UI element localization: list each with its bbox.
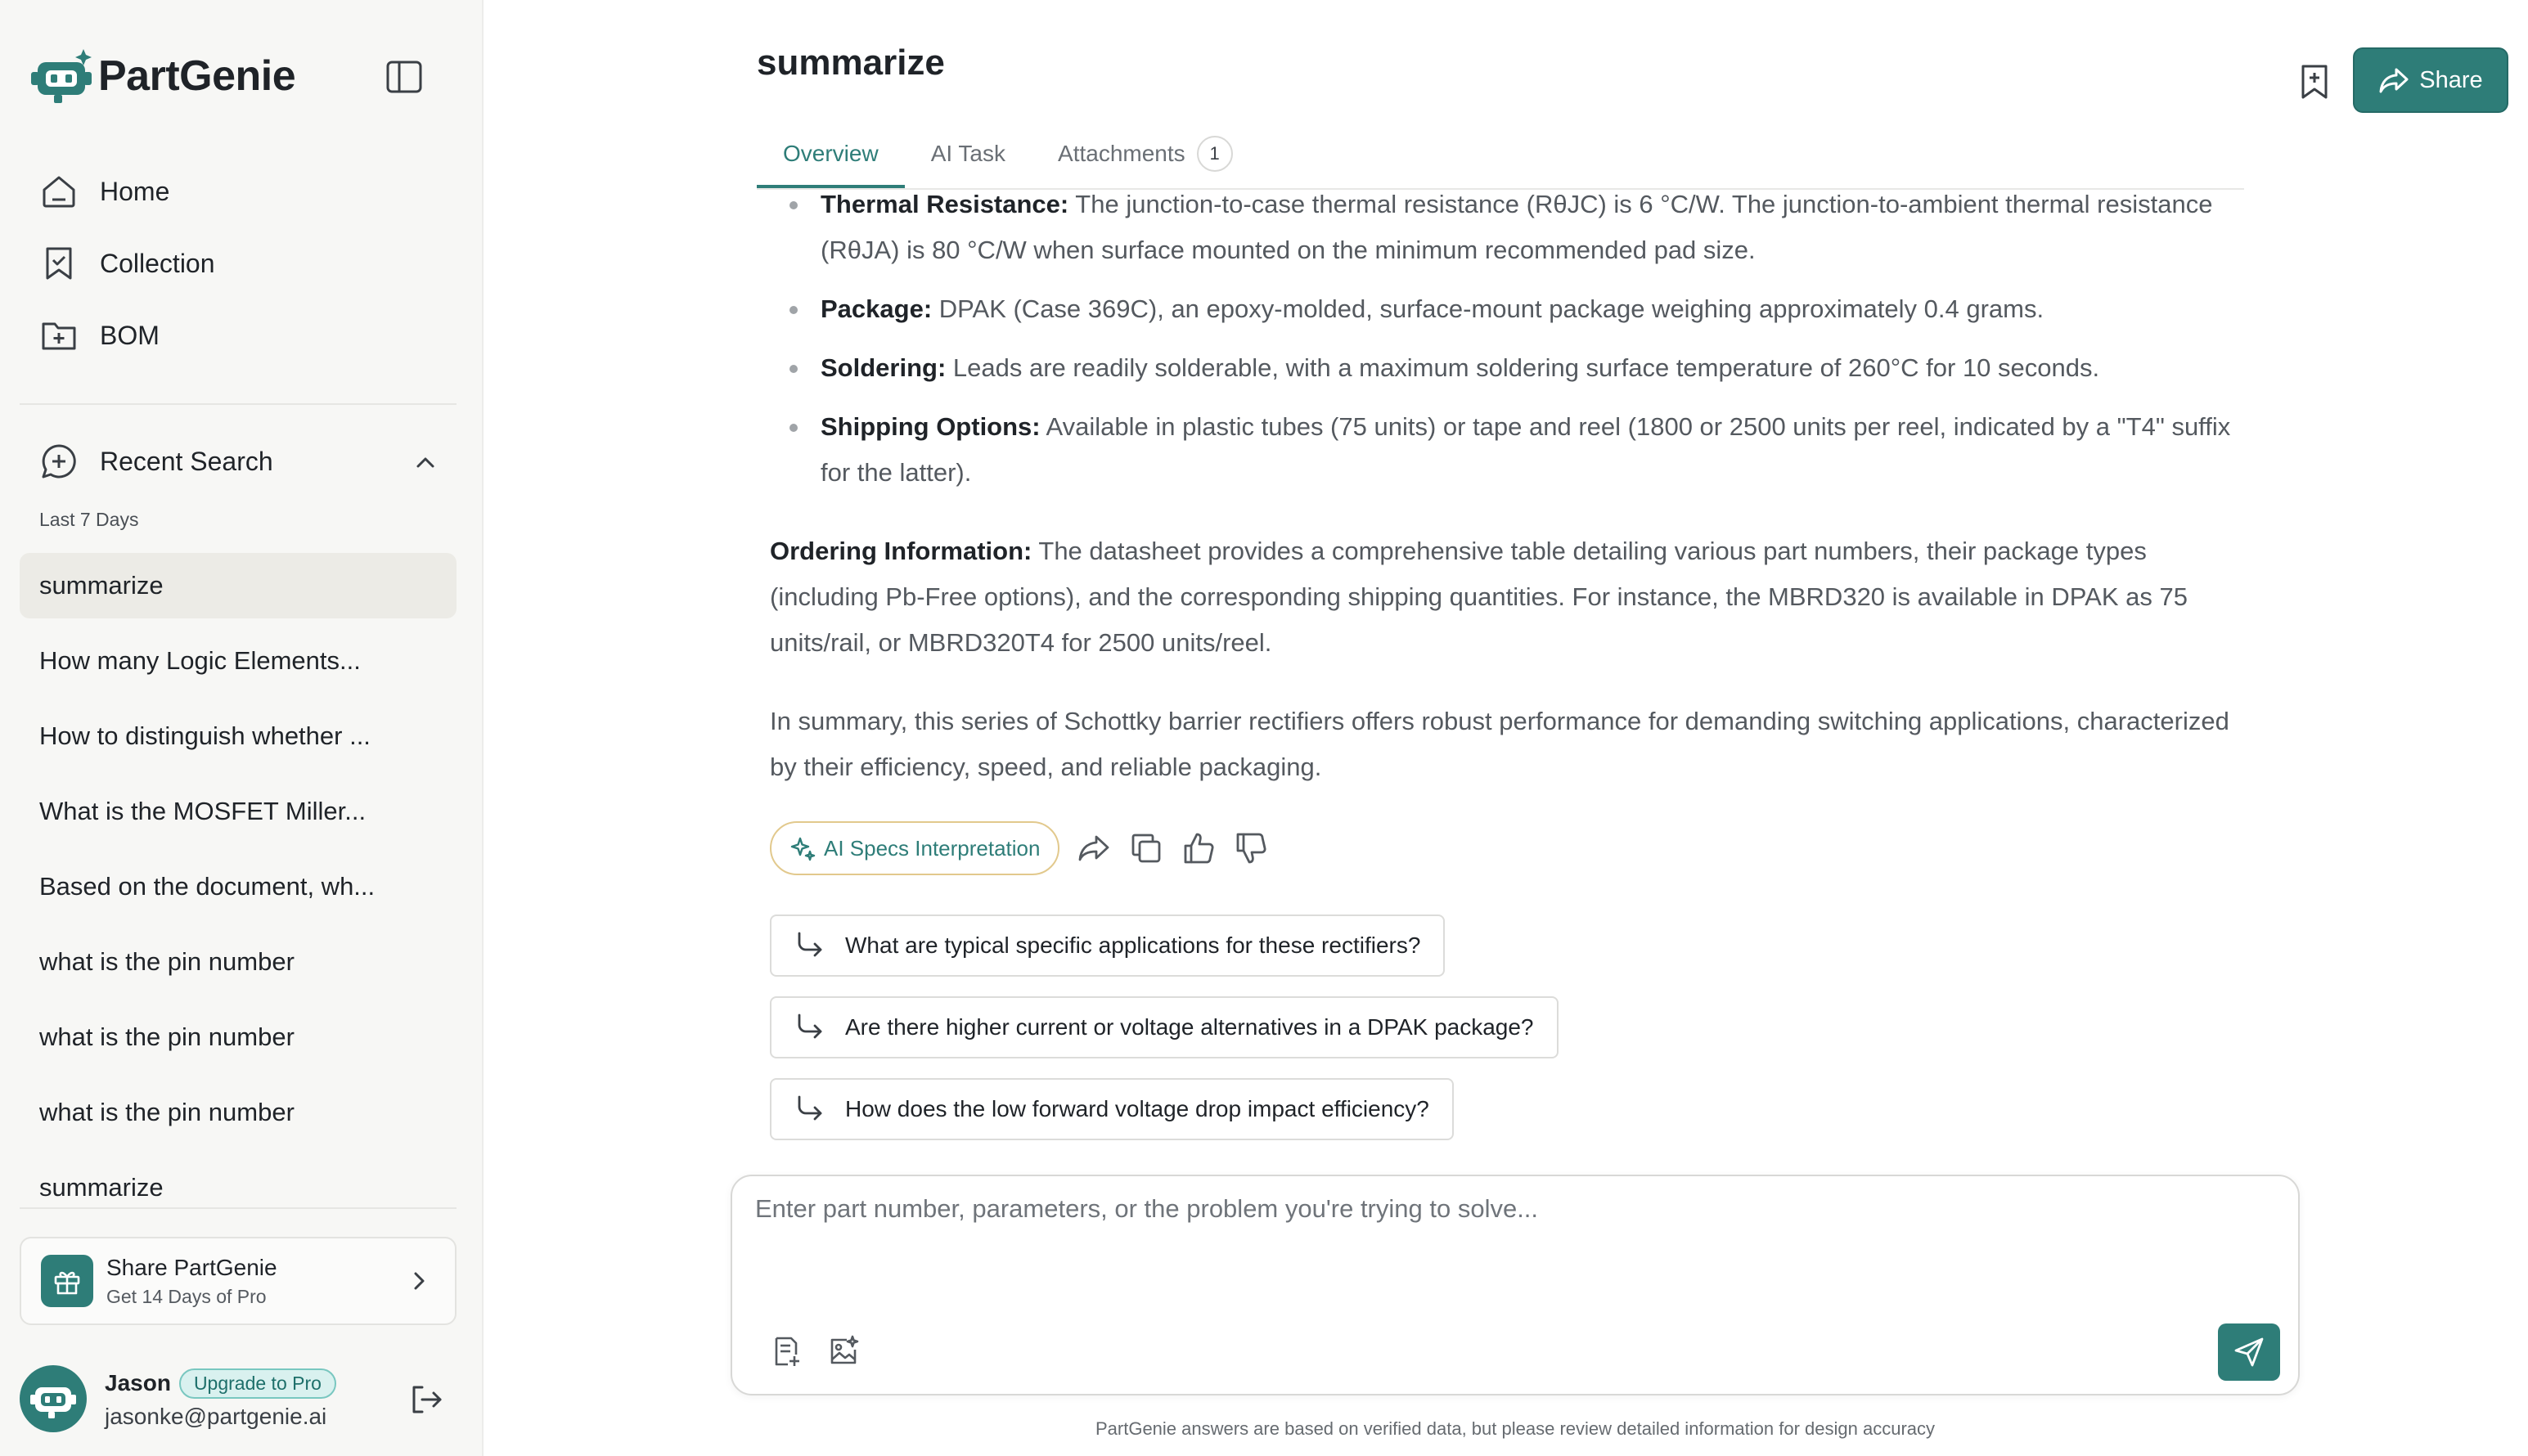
sidebar-divider xyxy=(20,1207,457,1209)
sidebar xyxy=(0,0,484,1456)
suggested-question[interactable] xyxy=(770,1078,1454,1140)
chat-input[interactable] xyxy=(755,1194,2146,1224)
history-item[interactable]: what is the pin number xyxy=(39,947,295,976)
robot-avatar-icon xyxy=(30,1377,76,1420)
history-item[interactable]: What is the MOSFET Miller... xyxy=(39,797,367,825)
logout-icon[interactable] xyxy=(407,1381,445,1418)
bookmark-icon xyxy=(39,244,79,283)
share-card-title: Share PartGenie xyxy=(106,1254,277,1280)
tab-label: Attachments xyxy=(1058,141,1185,166)
spec-text: Leads are readily solderable, with a maximum soldering surface temperature of 260°C for 10 seconds. xyxy=(946,353,2100,382)
page-title: summarize xyxy=(757,43,945,83)
history-item[interactable]: summarize xyxy=(39,1173,164,1202)
share-card-text xyxy=(106,1255,277,1308)
tab-overview[interactable] xyxy=(757,134,905,188)
send-button[interactable] xyxy=(2218,1323,2280,1381)
share-partgenie-card[interactable] xyxy=(20,1237,457,1325)
send-icon xyxy=(2233,1336,2265,1368)
share-button-label: Share xyxy=(2419,66,2483,93)
share-button[interactable] xyxy=(2353,47,2508,113)
ordering-term: Ordering Information: xyxy=(770,537,1032,565)
summary-paragraph: In summary, this series of Schottky barrier rectifiers offers robust performance for demanding switching applications, characterized by their efficiency, speed, and reliable packaging. xyxy=(770,707,2229,781)
copy-icon[interactable] xyxy=(1128,830,1164,866)
nav-label: Home xyxy=(100,176,170,206)
tab-label: Overview xyxy=(783,141,879,166)
brand-name: PartGenie xyxy=(98,52,296,100)
upgrade-pro-badge[interactable]: Upgrade to Pro xyxy=(179,1368,336,1399)
bookmark-add-icon[interactable] xyxy=(2295,62,2334,101)
spec-text: The junction-to-case thermal resistance (RθJC) is 6 °C/W. The junction-to-ambient thermal resistance (RθJA) is 80 °C/W when surface mounted on the minimum recommended pad size. xyxy=(821,190,2213,264)
spec-term: Shipping Options: xyxy=(821,412,1041,441)
spec-term: Package: xyxy=(821,294,933,323)
list-item xyxy=(770,345,2242,391)
gift-icon xyxy=(41,1255,93,1307)
suggested-question[interactable] xyxy=(770,914,1445,977)
avatar[interactable] xyxy=(20,1365,87,1432)
tab-label: AI Task xyxy=(930,141,1006,166)
nav-item-home[interactable] xyxy=(20,155,457,227)
history-item[interactable]: Based on the document, wh... xyxy=(39,872,376,901)
tab-ai-task[interactable] xyxy=(905,134,1032,188)
footer-disclaimer: PartGenie answers are based on verified data, but please review detailed information for design accuracy xyxy=(1095,1418,1936,1439)
sidebar-toggle-icon[interactable] xyxy=(385,59,424,95)
folder-plus-icon xyxy=(39,316,79,355)
suggested-question[interactable] xyxy=(770,996,1559,1058)
recent-period-label: Last 7 Days xyxy=(39,509,139,530)
share-card-subtitle: Get 14 Days of Pro xyxy=(106,1285,267,1307)
thumbs-up-icon[interactable] xyxy=(1181,830,1217,866)
list-item xyxy=(770,286,2242,332)
chevron-right-icon xyxy=(404,1266,434,1296)
arrow-return-icon xyxy=(794,1094,825,1125)
user-name: Jason xyxy=(105,1370,171,1395)
recent-search-title: Recent Search xyxy=(100,446,273,476)
list-item xyxy=(770,182,2242,273)
attachments-count-badge: 1 xyxy=(1197,136,1233,172)
recent-search-header[interactable] xyxy=(39,442,440,481)
history-item[interactable]: summarize xyxy=(20,553,457,618)
user-profile xyxy=(20,1364,457,1433)
history-item[interactable]: How many Logic Elements... xyxy=(39,646,361,675)
spec-text: DPAK (Case 369C), an epoxy-molded, surface-mount package weighing approximately 0.4 grams. xyxy=(932,294,2044,323)
spec-text: Available in plastic tubes (75 units) or tape and reel (1800 or 2500 units per reel, indicated by a "T4" suffix for the latter). xyxy=(821,412,2231,487)
suggested-question-text: What are typical specific applications for these rectifiers? xyxy=(845,932,1421,958)
list-item xyxy=(770,404,2242,496)
history-item[interactable]: what is the pin number xyxy=(39,1022,295,1051)
user-email: jasonke@partgenie.ai xyxy=(105,1403,327,1429)
sparkle-icon xyxy=(789,835,816,861)
tab-attachments[interactable] xyxy=(1032,134,1259,188)
forward-icon[interactable] xyxy=(1076,830,1112,866)
nav-label: BOM xyxy=(100,320,160,350)
sidebar-divider xyxy=(20,403,457,405)
arrow-return-icon xyxy=(794,1012,825,1043)
home-icon xyxy=(39,172,79,211)
image-ai-icon[interactable] xyxy=(827,1335,860,1368)
nav-item-collection[interactable] xyxy=(20,227,457,299)
ordering-text: The datasheet provides a comprehensive table detailing various part numbers, their package types (including Pb-Free options), and the corresponding shipping quantities. For instance, the MBRD320 is available in DPAK as 75 units/rail, or MBRD320T4 for 2500 units/reel. xyxy=(770,537,2188,657)
answer-actions xyxy=(770,821,1269,875)
share-icon xyxy=(2378,65,2409,96)
suggested-question-text: How does the low forward voltage drop impact efficiency? xyxy=(845,1096,1429,1121)
ai-specs-label: AI Specs Interpretation xyxy=(824,835,1041,861)
history-item[interactable]: what is the pin number xyxy=(39,1098,295,1126)
spec-term: Soldering: xyxy=(821,353,947,382)
main-nav xyxy=(20,155,457,371)
chat-composer xyxy=(731,1175,2300,1395)
user-info xyxy=(105,1368,336,1430)
partgenie-logo-icon xyxy=(31,47,95,105)
spec-list xyxy=(770,182,2242,496)
history-item[interactable]: How to distinguish whether ... xyxy=(39,721,371,750)
brand[interactable] xyxy=(31,47,295,105)
nav-item-bom[interactable] xyxy=(20,299,457,371)
ai-specs-interpretation-button[interactable] xyxy=(770,821,1059,875)
ordering-paragraph xyxy=(770,528,2242,666)
suggested-question-text: Are there higher current or voltage alternatives in a DPAK package? xyxy=(845,1014,1534,1040)
arrow-return-icon xyxy=(794,930,825,961)
chevron-up-icon[interactable] xyxy=(411,448,440,478)
add-document-icon[interactable] xyxy=(770,1335,803,1368)
spec-term: Thermal Resistance: xyxy=(821,190,1069,218)
thumbs-down-icon[interactable] xyxy=(1233,830,1269,866)
nav-label: Collection xyxy=(100,248,215,278)
chat-plus-icon xyxy=(39,442,79,481)
main-panel xyxy=(485,0,2528,1456)
recent-search-list xyxy=(20,553,457,1204)
